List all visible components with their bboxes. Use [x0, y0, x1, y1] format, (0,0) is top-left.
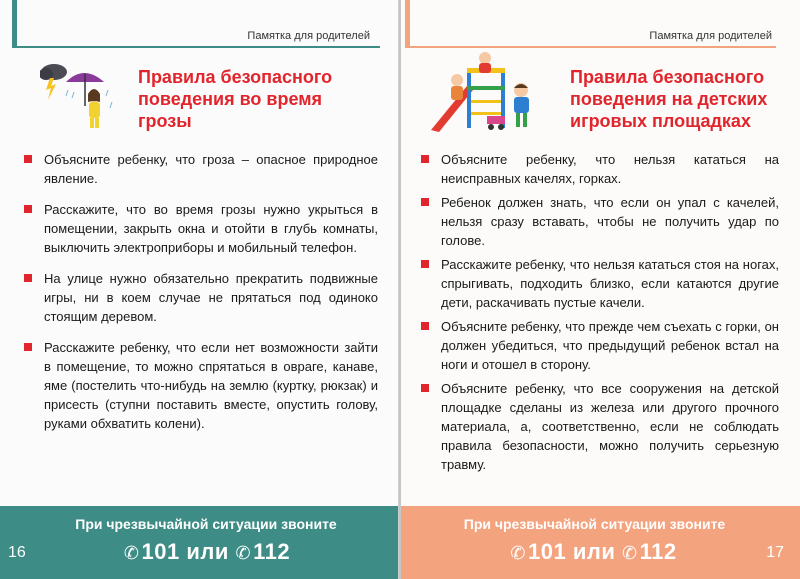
bullet-square-icon [24, 274, 32, 282]
phone-icon: ✆ [123, 543, 140, 563]
phone-connector: или [186, 539, 229, 564]
right-title-line-3: игровых площадках [570, 111, 751, 131]
list-item-text: Объясните ребенку, что все сооружения на детской площадке сделаны из железа или другого прочного материала, а, соответственно, если не соблюдать правила безопасности, можно получить серьезную травму. [441, 381, 779, 472]
right-footer [401, 506, 800, 579]
list-item [419, 317, 779, 374]
phone-number-101: 101 [141, 539, 180, 564]
list-item [22, 150, 378, 188]
bullet-square-icon [421, 384, 429, 392]
list-item-text: Расскажите ребенку, что если нет возможности зайти в помещение, то можно спрятаться в овраге, канаве, яме (постелить что-нибудь на землю (куртку, рюкзак) и присесть (ступни поставить вместе, опустить голову, руками обхватить колени). [44, 340, 378, 431]
list-item-text: Объясните ребенку, что прежде чем съехать с горки, он должен убедиться, что предыдущий ребенок встал на ноги и отошел в сторону. [441, 319, 779, 372]
left-page-title [138, 66, 378, 132]
right-title-line-2: поведения на детских [570, 89, 768, 109]
left-accent-stripe-horizontal [12, 46, 380, 48]
right-accent-stripe-vertical [405, 0, 410, 46]
right-rules-list [419, 150, 779, 479]
list-item [419, 379, 779, 474]
phone-number-101: 101 [528, 539, 567, 564]
list-item-text: Расскажите ребенку, что нельзя кататься стоя на ногах, спрыгивать, подходить близко, если катаются другие дети, раскачивать пустые качели. [441, 257, 779, 310]
list-item [419, 193, 779, 250]
list-item-text: На улице нужно обязательно прекратить подвижные игры, ни в коем случае не прятаться под одиноко стоящим деревом. [44, 271, 378, 324]
left-title-line-1: Правила безопасного [138, 67, 333, 87]
phone-icon: ✆ [622, 543, 638, 563]
bullet-square-icon [24, 343, 32, 351]
list-item [419, 150, 779, 188]
list-item [22, 200, 378, 257]
list-item [419, 255, 779, 312]
phone-icon: ✆ [510, 543, 526, 563]
left-rules-list [22, 150, 378, 445]
phone-number-112: 112 [253, 539, 291, 564]
bullet-square-icon [421, 260, 429, 268]
list-item-text: Объясните ребенку, что нельзя кататься на неисправных качелях, горках. [441, 152, 779, 186]
phone-icon: ✆ [235, 543, 252, 563]
bullet-square-icon [421, 322, 429, 330]
list-item [22, 338, 378, 433]
left-page-number: 16 [8, 544, 26, 561]
bullet-square-icon [24, 155, 32, 163]
left-phone-numbers [0, 539, 400, 565]
right-header-label: Памятка для родителей [649, 30, 772, 42]
phone-connector: или [572, 539, 616, 564]
right-page-title [570, 66, 780, 132]
list-item [22, 269, 378, 326]
left-footer [0, 506, 400, 579]
left-accent-stripe-vertical [12, 0, 17, 46]
playground-children-icon [421, 50, 551, 135]
right-accent-stripe-horizontal [405, 46, 776, 48]
left-footer-text: При чрезвычайной ситуации звоните [75, 516, 337, 532]
list-item-text: Объясните ребенку, что гроза – опасное природное явление. [44, 152, 378, 186]
left-title-line-2: поведения во время грозы [138, 89, 323, 131]
right-phone-numbers [401, 539, 800, 565]
list-item-text: Расскажите, что во время грозы нужно укрыться в помещении, закрыть окна и отойти в глубь комнаты, выключить электроприборы и мобильный телефон. [44, 202, 378, 255]
right-page-number: 17 [766, 544, 784, 561]
list-item-text: Ребенок должен знать, что если он упал с качелей, нельзя сразу вставать, чтобы не получить удар по голове. [441, 195, 779, 248]
bullet-square-icon [24, 205, 32, 213]
bullet-square-icon [421, 155, 429, 163]
girl-umbrella-storm-icon [40, 62, 118, 134]
right-page [401, 0, 800, 579]
left-header-label: Памятка для родителей [247, 30, 370, 42]
bullet-square-icon [421, 198, 429, 206]
right-title-line-1: Правила безопасного [570, 67, 765, 87]
right-footer-text: При чрезвычайной ситуации звоните [463, 516, 726, 532]
phone-number-112: 112 [639, 539, 677, 564]
